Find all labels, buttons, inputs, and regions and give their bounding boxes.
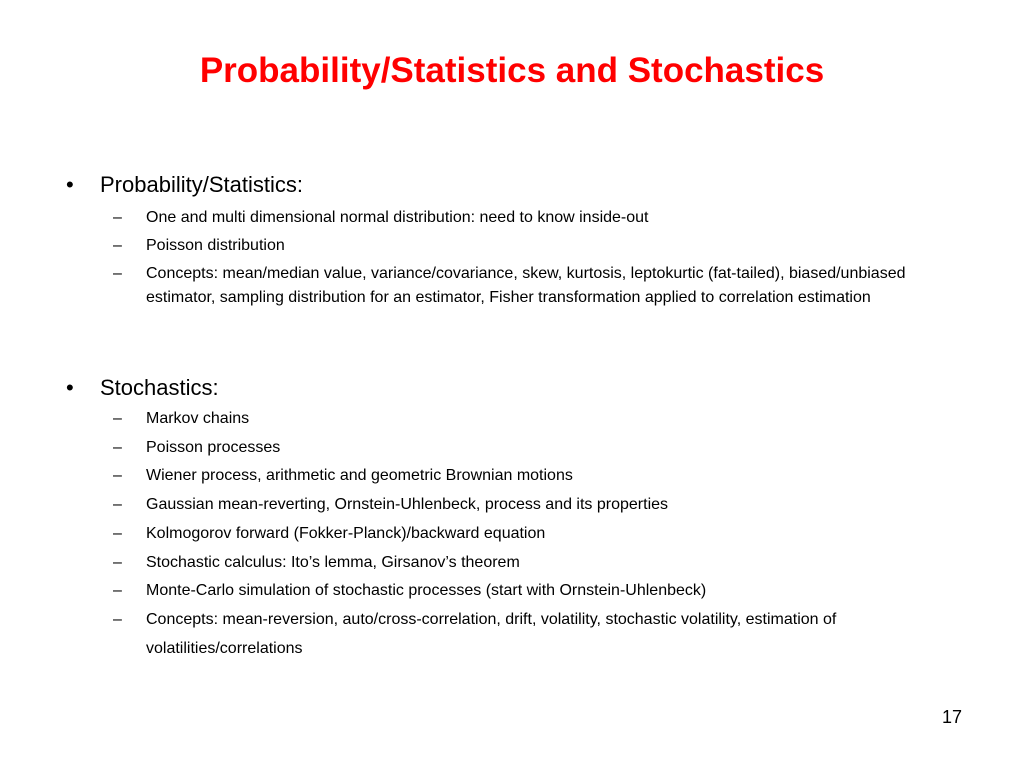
dash-glyph: –: [113, 467, 122, 485]
section-heading-text: Stochastics:: [100, 375, 219, 400]
dash-glyph: –: [113, 524, 122, 542]
list-item: [0, 405, 1024, 434]
dash-glyph: –: [113, 553, 122, 571]
list-item: [0, 434, 1024, 463]
list-item-text: Stochastic calculus: Ito’s lemma, Girsanov’s theorem: [146, 553, 520, 571]
list-item-text: Gaussian mean-reverting, Ornstein-Uhlenbeck, process and its properties: [146, 496, 669, 514]
section-heading: [0, 374, 1024, 402]
section-probability-statistics: [0, 171, 1024, 314]
list-item: [0, 491, 1024, 520]
list-item: [0, 206, 1024, 230]
list-item-text: Markov chains: [146, 410, 250, 427]
dash-glyph: –: [113, 410, 122, 427]
bullet-glyph: •: [66, 172, 74, 197]
list-item: [0, 606, 1024, 663]
list-item: [0, 234, 1024, 258]
dash-glyph: –: [113, 582, 122, 600]
list-item: [0, 262, 1024, 310]
list-item-text: Monte-Carlo simulation of stochastic processes (start with Ornstein-Uhlenbeck): [146, 582, 707, 600]
list-item: [0, 577, 1024, 606]
list-item: [0, 520, 1024, 549]
section-stochastics: [0, 374, 1024, 663]
dash-glyph: –: [113, 610, 122, 628]
dash-glyph: –: [113, 438, 122, 456]
section-heading-text: Probability/Statistics:: [100, 172, 303, 197]
list-item: [0, 462, 1024, 491]
list-item-text: Wiener process, arithmetic and geometric Brownian motions: [146, 467, 573, 485]
slide-title: Probability/Statistics and Stochastics: [199, 51, 825, 90]
page-number: 17: [941, 707, 962, 727]
list-item-text: Poisson distribution: [146, 237, 285, 254]
list-item: [0, 549, 1024, 578]
list-item-text: Kolmogorov forward (Fokker-Planck)/backward equation: [146, 524, 546, 542]
dash-glyph: –: [113, 496, 122, 514]
section-heading: [0, 171, 1024, 199]
bullet-glyph: •: [66, 375, 74, 400]
list-item-text: One and multi dimensional normal distribution: need to know inside-out: [146, 209, 649, 226]
dash-glyph: –: [113, 265, 122, 282]
list-item-text: Poisson processes: [146, 438, 281, 456]
dash-glyph: –: [113, 209, 122, 226]
list-item-text: Concepts: mean/median value, variance/covariance, skew, kurtosis, leptokurtic (fat-tailed), biased/unbiased estimator, sampling distribution for an estimator, Fisher transformation applied to correlation estimation: [146, 265, 906, 306]
dash-glyph: –: [113, 237, 122, 254]
list-item-text: Concepts: mean-reversion, auto/cross-correlation, drift, volatility, stochastic volatility, estimation of volatilities/correlations: [146, 610, 837, 657]
